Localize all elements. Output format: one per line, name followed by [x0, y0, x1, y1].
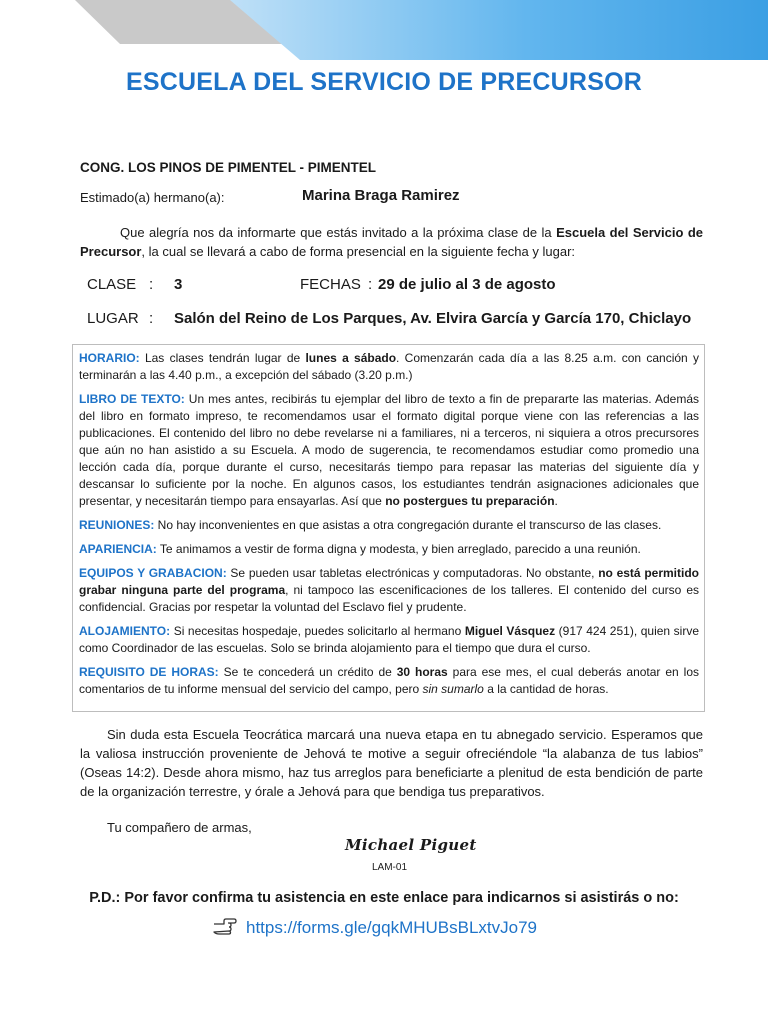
requisito-paragraph [79, 664, 699, 698]
apariencia-text: Te animamos a vestir de forma digna y modesta, y bien arreglado, parecido a una reunión. [156, 542, 641, 556]
congregation-name: CONG. LOS PINOS DE PIMENTEL - PIMENTEL [80, 160, 377, 175]
clase-colon: : [149, 276, 154, 293]
horario-text: Las clases tendrán lugar de [139, 351, 306, 365]
reuniones-paragraph [79, 517, 699, 534]
equipos-emphasis: no está permitido grabar ninguna parte del programa [79, 566, 699, 597]
intro-school-name: Escuela del Servicio de Precursor [80, 225, 703, 259]
lugar-colon: : [149, 310, 154, 327]
intro-paragraph [80, 223, 703, 261]
reuniones-key: REUNIONES: [79, 518, 155, 532]
requisito-text: Se te concederá un crédito de [218, 665, 397, 679]
fechas-colon: : [368, 276, 373, 293]
header-banner-shape [0, 0, 768, 60]
libro-key: LIBRO DE TEXTO: [79, 392, 185, 406]
lugar-label: LUGAR [87, 310, 139, 327]
signature: Michael Piguet [345, 836, 477, 854]
header-banner [0, 0, 768, 60]
libro-text-end: . [554, 494, 558, 508]
equipos-paragraph [79, 565, 699, 616]
alojamiento-contact: Miguel Vásquez [464, 624, 556, 638]
requisito-text-end: a la cantidad de horas. [483, 682, 609, 696]
link-row [212, 914, 537, 942]
alojamiento-text: Si necesitas hospedaje, puedes solicitarlo al hermano [170, 624, 465, 638]
horario-paragraph [79, 350, 699, 384]
libro-paragraph [79, 391, 699, 510]
intro-text-end: , la cual se llevará a cabo de forma presencial en la siguiente fecha y lugar: [141, 244, 576, 259]
greeting-label: Estimado(a) hermano(a): [80, 190, 225, 205]
apariencia-key: APARIENCIA: [79, 542, 157, 556]
page-title: ESCUELA DEL SERVICIO DE PRECURSOR [126, 68, 642, 96]
document-code: LAM-01 [372, 862, 408, 873]
info-box [72, 344, 705, 712]
recipient-name: Marina Braga Ramirez [302, 187, 460, 204]
requisito-key: REQUISITO DE HORAS: [79, 665, 219, 679]
alojamiento-key: ALOJAMIENTO: [79, 624, 171, 638]
equipos-text: Se pueden usar tabletas electrónicas y computadoras. No obstante, [226, 566, 599, 580]
horario-text-end: . Comenzarán cada día a las 8.25 a.m. con canción y terminarán a las 4.40 p.m., a excepción del sábado (3.20 p.m.) [79, 351, 699, 382]
requisito-text-mid: para ese mes, el cual deberás anotar en los comentarios de tu informe mensual del servicio del campo, pero [79, 665, 699, 696]
clase-value: 3 [174, 276, 183, 293]
equipos-text-end: , ni tampoco las escenificaciones de los talleres. El contenido del curso es confidencial. Gracias por respetar la voluntad del Esclavo fiel y prudente. [79, 583, 699, 614]
horario-key: HORARIO: [79, 351, 140, 365]
lugar-value: Salón del Reino de Los Parques, Av. Elvira García y García 170, Chiclayo [174, 310, 692, 327]
intro-text: Que alegría nos da informarte que estás invitado a la próxima clase de la [120, 225, 557, 240]
libro-emphasis: no postergues tu preparación [385, 494, 555, 508]
horario-days: lunes a sábado [305, 351, 397, 365]
requisito-hours: 30 horas [396, 665, 448, 679]
fechas-value: 29 de julio al 3 de agosto [378, 276, 556, 293]
clase-label: CLASE [87, 276, 137, 293]
postscript: P.D.: Por favor confirma tu asistencia en este enlace para indicarnos si asistirás o no: [89, 890, 679, 906]
requisito-italic: sin sumarlo [422, 682, 484, 696]
apariencia-paragraph [79, 541, 699, 558]
hand-pointer-icon [212, 915, 238, 942]
closing-paragraph: Sin duda esta Escuela Teocrática marcará una nueva etapa en tu abnegado servicio. Esperamos que la valiosa instrucción proveniente de Jehová te motive a seguir ofreciéndole “la alabanza de tus labios” (Oseas 14:2). Desde ahora mismo, haz tus arreglos para beneficiarte a plenitud de esta bendición de parte de la organización terrestre, y órale a Jehová para que bendiga tus preparativos. [80, 727, 703, 799]
alojamiento-paragraph [79, 623, 699, 657]
libro-text: Un mes antes, recibirás tu ejemplar del libro de texto a fin de prepararte las materias. Además del libro en formato impreso, te recomendamos usar el formato digital porque viene con las referencias a las publicaciones. El contenido del libro no debe revelarse ni a familiares, ni a terceros, ni siquiera a otros precursores que aún no han asistido a su Escuela. A modo de sugerencia, te recomendamos estudiar como promedio una lección cada día, porque durante el curso, necesitarás tiempo para repasar las materias del siguiente día y descansar lo suficiente por la noche. En algunos casos, los estudiantes tendrán asignaciones adicionales que presentar, y necesitarán tiempo para ensayarlas. Así que [79, 392, 699, 508]
rsvp-link[interactable]: https://forms.gle/gqkMHUBsBLxtvJo79 [246, 918, 538, 937]
alojamiento-text-end: (917 424 251), quien sirve como Coordinador de las escuelas. Solo se brinda alojamiento para el tiempo que dura el curso. [79, 624, 699, 655]
reuniones-text: No hay inconvenientes en que asistas a otra congregación durante el transcurso de las clases. [154, 518, 662, 532]
fechas-label: FECHAS [300, 276, 361, 293]
sign-off: Tu compañero de armas, [107, 820, 252, 835]
equipos-key: EQUIPOS Y GRABACION: [79, 566, 227, 580]
